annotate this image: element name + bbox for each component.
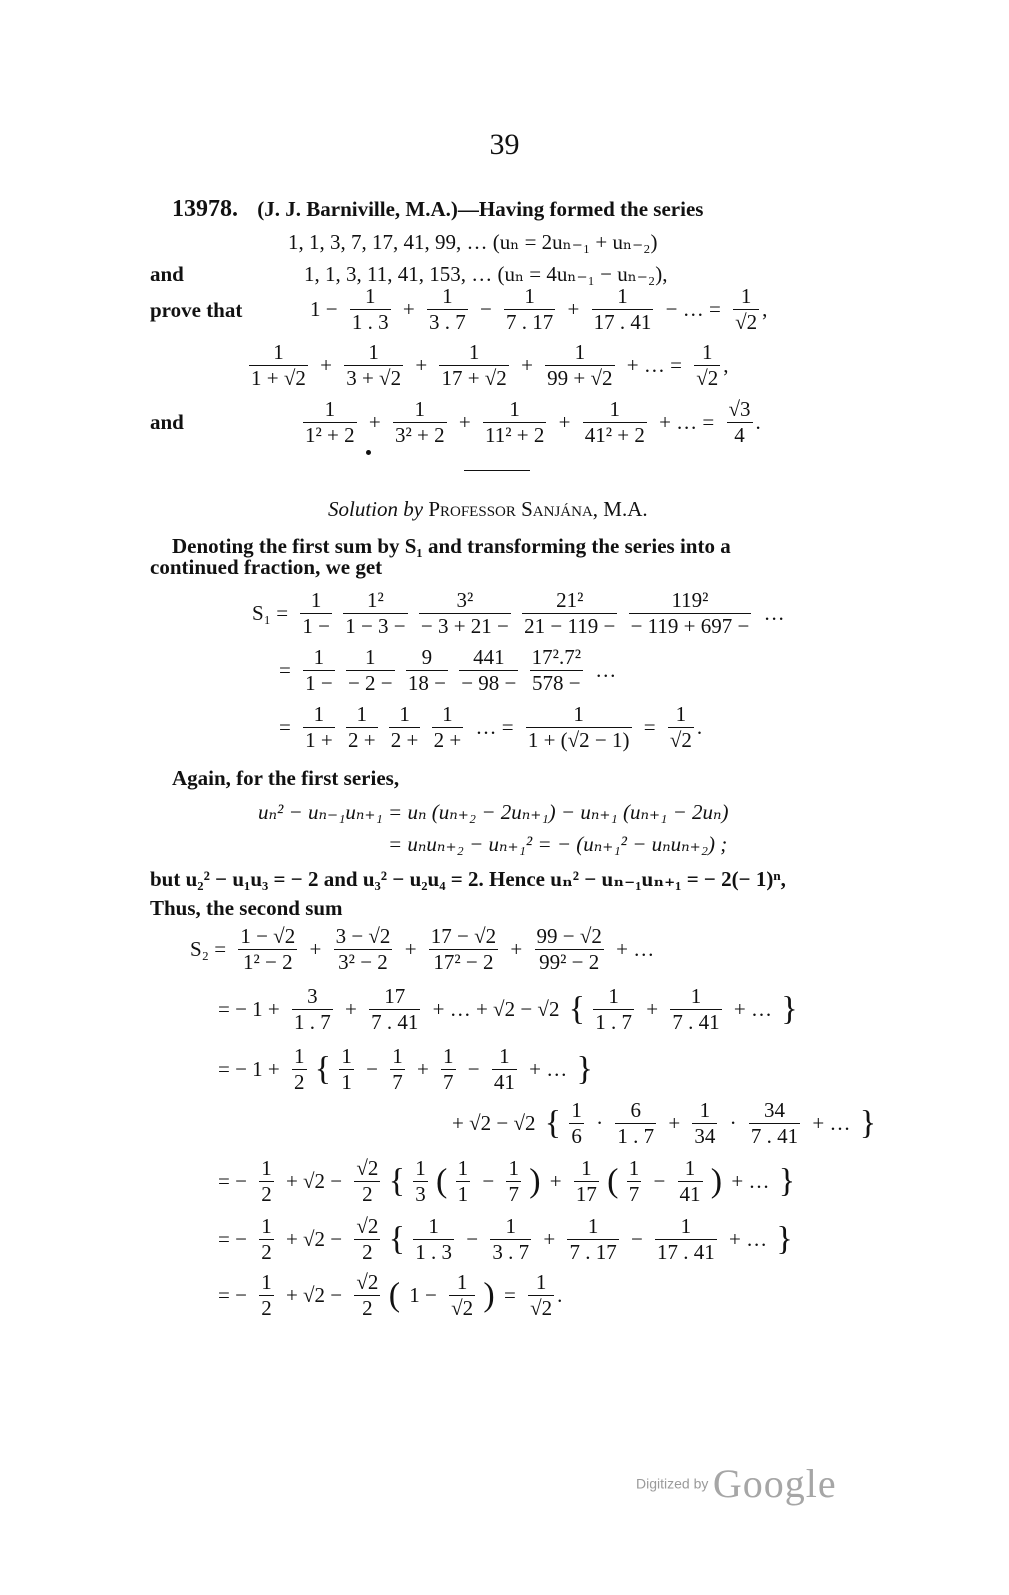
cf-part: $\frac{1}{2 +}$ bbox=[347, 702, 376, 753]
s2-op: + bbox=[668, 1111, 681, 1136]
paren-close: ) bbox=[529, 1162, 541, 1200]
eq2-term-3: $\frac{1}{17 + √2}$ bbox=[441, 340, 507, 391]
s2-term: $\frac{3}{1 . 7}$ bbox=[294, 984, 331, 1035]
solution-heading bbox=[328, 497, 648, 522]
eq1-term-4: $\frac{1}{17 . 41}$ bbox=[593, 284, 652, 335]
cf-part: $\frac{1}{2 +}$ bbox=[433, 702, 462, 753]
s2-line-6 bbox=[214, 1214, 793, 1265]
digitized-by-text: Digitized by bbox=[636, 1475, 709, 1492]
s2-line-3 bbox=[214, 1044, 593, 1095]
s2-term: $\frac{1 - √2}{\text{1² − 2}}$ bbox=[240, 924, 296, 975]
eq3-end: . bbox=[755, 410, 761, 435]
cf-part: $\frac{441}{- 98 -}$ bbox=[461, 645, 517, 696]
paren-open: ( bbox=[607, 1162, 619, 1200]
eq1-term-2: $\frac{1}{3 . 7}$ bbox=[428, 284, 466, 335]
s2-op: + … bbox=[812, 1111, 851, 1136]
eq3-result: $\frac{√3}{4}$ bbox=[728, 397, 751, 448]
s2-line-7 bbox=[214, 1270, 562, 1321]
s2-term: $\frac{1}{1}$ bbox=[457, 1156, 469, 1207]
paren-open: ( bbox=[436, 1162, 448, 1200]
s2-term: $\frac{1}{1 . 3}$ bbox=[415, 1214, 453, 1265]
s2-op: + bbox=[510, 937, 523, 962]
s2-op: + √2 − bbox=[285, 1169, 343, 1194]
s2-op: + bbox=[345, 997, 357, 1022]
cf-part: $\frac{\text{21²}}{21 - 119 -}$ bbox=[524, 588, 616, 639]
s2-term: $\frac{1}{3 . 7}$ bbox=[492, 1214, 530, 1265]
s2-term: $\frac{1}{7 . 41}$ bbox=[672, 984, 720, 1035]
s2-op: + … + √2 − √2 bbox=[432, 997, 560, 1022]
s2-term: $\frac{1}{2}$ bbox=[261, 1214, 272, 1265]
s2-op: − bbox=[630, 1227, 643, 1252]
eq3-op: + … = bbox=[659, 410, 715, 435]
brace-open: { bbox=[314, 1050, 332, 1088]
s2-op: + … bbox=[529, 1057, 568, 1082]
page-number: 39 bbox=[489, 128, 520, 161]
problem-number: 13978. bbox=[172, 196, 238, 222]
s2-op: − bbox=[467, 1057, 480, 1082]
series-2: 1, 1, 3, 11, 41, 153, … (uₙ = 4uₙ₋₁ − uₙ₋₂), bbox=[304, 262, 668, 286]
s2-line-4 bbox=[448, 1098, 876, 1149]
eq2-end: , bbox=[723, 353, 729, 378]
s2-op: + √2 − bbox=[285, 1283, 343, 1308]
s1-tail: … = bbox=[475, 715, 514, 740]
s2-term: $\frac{1}{2}$ bbox=[261, 1270, 272, 1321]
eq1-op: + bbox=[402, 297, 415, 322]
s2-op: + … bbox=[616, 937, 655, 962]
s2-op: + bbox=[416, 1057, 429, 1082]
s1-line-3 bbox=[275, 702, 702, 753]
s2-line-1 bbox=[186, 924, 658, 975]
s2-lead: = − 1 + bbox=[218, 1057, 280, 1082]
cf-part: $\frac{1}{2 +}$ bbox=[390, 702, 419, 753]
s2-lead: = − bbox=[218, 1227, 247, 1252]
cf-part: $\frac{\text{119²}}{- 119 + 697 -}$ bbox=[630, 588, 750, 639]
s2-term: $\frac{1}{3}$ bbox=[415, 1156, 426, 1207]
s2-result: $\frac{1}{√2}$ bbox=[530, 1270, 553, 1321]
s2-op: · bbox=[596, 1111, 604, 1136]
label-and-1: and bbox=[150, 262, 184, 286]
brace-close: } bbox=[778, 1162, 796, 1200]
s2-term: $\frac{1}{17 . 41}$ bbox=[657, 1214, 715, 1265]
s2-lead: = − bbox=[218, 1283, 247, 1308]
s2-lead: = − 1 + bbox=[218, 997, 280, 1022]
s1-equals: = bbox=[643, 715, 656, 740]
s2-term: $\frac{1}{6}$ bbox=[571, 1098, 582, 1149]
digitized-watermark bbox=[636, 1460, 837, 1507]
s2-op: + bbox=[543, 1227, 556, 1252]
s2-term: $\frac{1}{2}$ bbox=[261, 1156, 272, 1207]
eq3-term-3: $\frac{1}{\text{11² + 2}}$ bbox=[484, 397, 545, 448]
s2-op: + bbox=[309, 937, 322, 962]
solution-author: Professor Sanjána, M.A. bbox=[428, 497, 648, 521]
paren-close: ) bbox=[710, 1162, 723, 1200]
s1-line-2 bbox=[275, 645, 620, 696]
eq3-op: + bbox=[368, 410, 381, 435]
brace-open: { bbox=[544, 1104, 562, 1142]
identity-line-2: = uₙuₙ₊₂ − uₙ₊₁² = − (uₙ₊₁² − uₙuₙ₊₂) ; bbox=[388, 832, 728, 856]
s2-op: + … bbox=[729, 1227, 768, 1252]
eq3-term-2: $\frac{1}{\text{3² + 2}}$ bbox=[394, 397, 445, 448]
cf-part: $\frac{\text{17².7²}}{578 -}$ bbox=[531, 645, 581, 696]
eq2-result: $\frac{1}{√2}$ bbox=[696, 340, 719, 391]
s2-end: . bbox=[557, 1283, 563, 1308]
s2-term: $\frac{1}{7}$ bbox=[508, 1156, 519, 1207]
s2-term: $\frac{17}{7 . 41}$ bbox=[371, 984, 419, 1035]
eq3-op: + bbox=[558, 410, 571, 435]
label-and-2: and bbox=[150, 410, 184, 434]
again-line: Again, for the first series, bbox=[172, 766, 400, 790]
s2-op: + bbox=[404, 937, 417, 962]
solution-heading-italic: Solution by bbox=[328, 497, 424, 521]
s2-term: $\frac{√2}{2}$ bbox=[356, 1156, 379, 1207]
problem-heading bbox=[172, 196, 703, 223]
s1-lead: S₁ = bbox=[252, 601, 289, 626]
s2-op: − bbox=[366, 1057, 378, 1082]
equation-3 bbox=[300, 397, 761, 448]
s2-term: $\frac{1}{41}$ bbox=[493, 1044, 515, 1095]
s2-op: + bbox=[646, 997, 659, 1022]
s1-line-1 bbox=[248, 588, 789, 639]
s2-op: · bbox=[729, 1111, 737, 1136]
s2-term: $\frac{1}{7 . 17}$ bbox=[569, 1214, 617, 1265]
paren-open: ( bbox=[388, 1276, 401, 1314]
cf-part: $\frac{1}{- 2 -}$ bbox=[347, 645, 393, 696]
identity-line-1: uₙ² − uₙ₋₁uₙ₊₁ = uₙ (uₙ₊₂ − 2uₙ₊₁) − uₙ₊₁ (uₙ₊₁ − 2uₙ) bbox=[258, 800, 729, 824]
s2-op: 1 − bbox=[409, 1283, 437, 1308]
eq3-term-4: $\frac{1}{\text{41² + 2}}$ bbox=[584, 397, 645, 448]
eq1-end: , bbox=[762, 297, 768, 322]
s2-term: $\frac{1}{1}$ bbox=[341, 1044, 352, 1095]
s1-end: . bbox=[696, 715, 703, 740]
s2-op: − bbox=[653, 1169, 666, 1194]
brace-close: } bbox=[859, 1104, 877, 1142]
thus-line: Thus, the second sum bbox=[150, 896, 343, 920]
equation-1 bbox=[306, 284, 767, 335]
s2-lead: = − bbox=[218, 1169, 247, 1194]
label-prove: prove that bbox=[150, 298, 243, 322]
s2-op: + √2 − bbox=[285, 1227, 343, 1252]
equation-2 bbox=[246, 340, 729, 391]
eq2-op: + … = bbox=[626, 353, 682, 378]
s2-term: $\frac{1}{17}$ bbox=[575, 1156, 597, 1207]
s2-term: $\frac{√2}{2}$ bbox=[356, 1270, 379, 1321]
s2-term: $\frac{1}{7}$ bbox=[443, 1044, 454, 1095]
s1-lead: = bbox=[279, 658, 291, 683]
s2-term: $\frac{1}{34}$ bbox=[694, 1098, 716, 1149]
s2-op: = bbox=[503, 1283, 516, 1308]
s2-lead: + √2 − √2 bbox=[452, 1111, 536, 1136]
s2-op: + bbox=[549, 1169, 562, 1194]
section-divider bbox=[464, 470, 530, 471]
brace-close: } bbox=[576, 1050, 593, 1088]
s2-term: $\frac{6}{1 . 7}$ bbox=[617, 1098, 655, 1149]
eq1-op: − … = bbox=[665, 297, 721, 322]
s1-tail: … bbox=[763, 601, 785, 626]
paren-close: ) bbox=[483, 1276, 495, 1314]
cf-part: $\frac{1}{1 -}$ bbox=[305, 645, 333, 696]
s2-line-5 bbox=[214, 1156, 795, 1207]
ink-dot bbox=[366, 450, 371, 455]
eq2-op: + bbox=[320, 353, 332, 378]
eq1-term-1: $\frac{1}{1 . 3}$ bbox=[351, 284, 389, 335]
paragraph-1-line-2: continued fraction, we get bbox=[150, 555, 383, 579]
s2-term: $\frac{1}{7}$ bbox=[628, 1156, 640, 1207]
brace-open: { bbox=[568, 990, 586, 1028]
but-line: but u₂² − u₁u₃ = − 2 and u₃² − u₂u₄ = 2. Hence uₙ² − uₙ₋₁uₙ₊₁ = − 2(− 1)ⁿ, bbox=[150, 867, 786, 891]
s2-term: $\frac{3 - √2}{\text{3² − 2}}$ bbox=[335, 924, 391, 975]
s1-lead: = bbox=[279, 715, 291, 740]
eq2-op: + bbox=[415, 353, 428, 378]
s2-term: $\frac{17 - √2}{\text{17² − 2}}$ bbox=[430, 924, 497, 975]
eq1-term-3: $\frac{1}{7 . 17}$ bbox=[506, 284, 554, 335]
brace-close: } bbox=[781, 990, 798, 1028]
problem-intro: —Having formed the series bbox=[457, 197, 704, 221]
brace-open: { bbox=[388, 1220, 406, 1258]
s2-term: $\frac{99 - √2}{\text{99² − 2}}$ bbox=[536, 924, 602, 975]
s2-op: + … bbox=[733, 997, 772, 1022]
s2-op: − bbox=[466, 1227, 479, 1252]
cf-part: $\frac{9}{18 -}$ bbox=[407, 645, 446, 696]
s2-term: $\frac{√2}{2}$ bbox=[356, 1214, 379, 1265]
cf-part: $\frac{1}{1 -}$ bbox=[302, 588, 330, 639]
eq2-term-2: $\frac{1}{3 + √2}$ bbox=[346, 340, 402, 391]
eq2-op: + bbox=[521, 353, 533, 378]
s2-line-2 bbox=[214, 984, 798, 1035]
series-1: 1, 1, 3, 7, 17, 41, 99, … (uₙ = 2uₙ₋₁ + uₙ₋₂) bbox=[288, 230, 658, 254]
s2-term: $\frac{1}{7}$ bbox=[392, 1044, 403, 1095]
brace-close: } bbox=[776, 1220, 793, 1258]
google-logo: Google bbox=[712, 1461, 837, 1506]
eq1-lead: 1 − bbox=[310, 297, 338, 322]
s1-result: $\frac{1}{√2}$ bbox=[669, 702, 692, 753]
paragraph-1-line-1: Denoting the first sum by S₁ and transforming the series into a bbox=[172, 534, 731, 558]
cf-part: $\frac{\text{3²}}{- 3 + 21 -}$ bbox=[420, 588, 509, 639]
cf-part: $\frac{\text{1²}}{1 - 3 -}$ bbox=[345, 588, 406, 639]
cf-part: $\frac{1}{1 +}$ bbox=[305, 702, 333, 753]
s2-term: $\frac{1}{2}$ bbox=[294, 1044, 305, 1095]
s2-term: $\frac{1}{41}$ bbox=[679, 1156, 701, 1207]
s2-term: $\frac{1}{√2}$ bbox=[451, 1270, 474, 1321]
eq1-op: + bbox=[567, 297, 580, 322]
s1-tail: … bbox=[595, 658, 617, 683]
s2-lead: S₂ = bbox=[190, 937, 227, 962]
eq2-term-1: $\frac{1}{1 + √2}$ bbox=[251, 340, 306, 391]
brace-open: { bbox=[388, 1162, 406, 1200]
s2-term: $\frac{34}{7 . 41}$ bbox=[750, 1098, 799, 1149]
eq1-result: $\frac{1}{√2}$ bbox=[735, 284, 758, 335]
eq3-term-1: $\frac{1}{\text{1² + 2}}$ bbox=[305, 397, 355, 448]
eq2-term-4: $\frac{1}{99 + √2}$ bbox=[547, 340, 613, 391]
problem-author: (J. J. Barniville, M.A.) bbox=[257, 197, 458, 221]
s2-op: − bbox=[482, 1169, 495, 1194]
eq1-op: − bbox=[479, 297, 492, 322]
cf-value: $\frac{1}{1 + (√2 - 1)}$ bbox=[527, 702, 630, 753]
s2-term: $\frac{1}{1 . 7}$ bbox=[595, 984, 633, 1035]
s2-op: + … bbox=[731, 1169, 770, 1194]
eq3-op: + bbox=[458, 410, 471, 435]
